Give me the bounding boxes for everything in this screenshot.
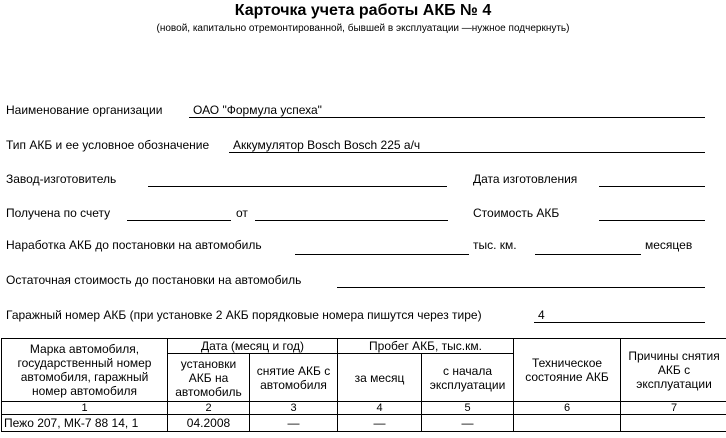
cost-label: Стоимость АКБ xyxy=(473,206,560,220)
col-num-1: 1 xyxy=(2,402,168,415)
header-reason: Причины снятия АКБ с эксплуатации xyxy=(621,339,726,402)
header-car: Марка автомобиля, государственный номер автомобиля, гаражный номер автомобиля xyxy=(2,339,168,402)
months-unit: месяцев xyxy=(645,238,693,252)
cell-car[interactable]: Пежо 207, МК-7 88 14, 1 xyxy=(2,415,168,432)
col-num-3: 3 xyxy=(250,402,338,415)
from-label: от xyxy=(236,206,248,220)
cell-month[interactable]: — xyxy=(338,415,422,432)
garage-field[interactable]: 4 xyxy=(534,308,705,323)
from-field[interactable] xyxy=(255,206,448,221)
battery-usage-table xyxy=(1,338,726,432)
cell-remove[interactable]: — xyxy=(250,415,338,432)
cell-since[interactable]: — xyxy=(422,415,514,432)
col-num-5: 5 xyxy=(422,402,514,415)
header-date: Дата (месяц и год) xyxy=(168,339,338,354)
made-date-label: Дата изготовления xyxy=(473,172,578,186)
card-subtitle: (новой, капитально отремонтированной, бывшей в эксплуатации —нужное подчеркнуть) xyxy=(156,23,570,34)
org-label: Наименование организации xyxy=(6,103,163,117)
mileage-km-field[interactable] xyxy=(295,240,469,255)
residual-label: Остаточная стоимость до постановки на автомобиль xyxy=(6,273,302,287)
header-since: с начала эксплуатации xyxy=(422,354,514,402)
cell-install[interactable]: 04.2008 xyxy=(168,415,250,432)
col-num-7: 7 xyxy=(621,402,726,415)
card-title: Карточка учета работы АКБ № 4 xyxy=(234,2,492,19)
header-run: Пробег АКБ, тыс.км. xyxy=(338,339,514,354)
maker-field[interactable] xyxy=(148,172,447,187)
mileage-label: Наработка АКБ до постановки на автомобиль xyxy=(6,238,262,252)
residual-field[interactable] xyxy=(337,273,705,288)
cost-field[interactable] xyxy=(599,206,705,221)
km-unit: тыс. км. xyxy=(473,238,517,252)
type-field[interactable]: Аккумулятор Bosch Bosch 225 а/ч xyxy=(229,138,705,153)
col-num-4: 4 xyxy=(338,402,422,415)
header-state: Техническое состояние АКБ xyxy=(514,339,621,402)
header-month: за месяц xyxy=(338,354,422,402)
cell-reason[interactable] xyxy=(621,415,726,432)
header-remove: снятие АКБ с автомобиля xyxy=(250,354,338,402)
col-num-2: 2 xyxy=(168,402,250,415)
header-install: установки АКБ на автомобиль xyxy=(168,354,250,402)
org-field[interactable]: ОАО "Формула успеха" xyxy=(189,103,705,118)
table-row xyxy=(2,415,726,432)
months-field[interactable] xyxy=(535,240,641,255)
cell-state[interactable] xyxy=(514,415,621,432)
invoice-field[interactable] xyxy=(127,206,231,221)
garage-label: Гаражный номер АКБ (при установке 2 АКБ порядковые номера пишутся через тире) xyxy=(6,308,482,322)
made-date-field[interactable] xyxy=(599,172,705,187)
col-num-6: 6 xyxy=(514,402,621,415)
maker-label: Завод-изготовитель xyxy=(6,172,117,186)
invoice-label: Получена по счету xyxy=(6,206,111,220)
type-label: Тип АКБ и ее условное обозначение xyxy=(6,138,210,152)
